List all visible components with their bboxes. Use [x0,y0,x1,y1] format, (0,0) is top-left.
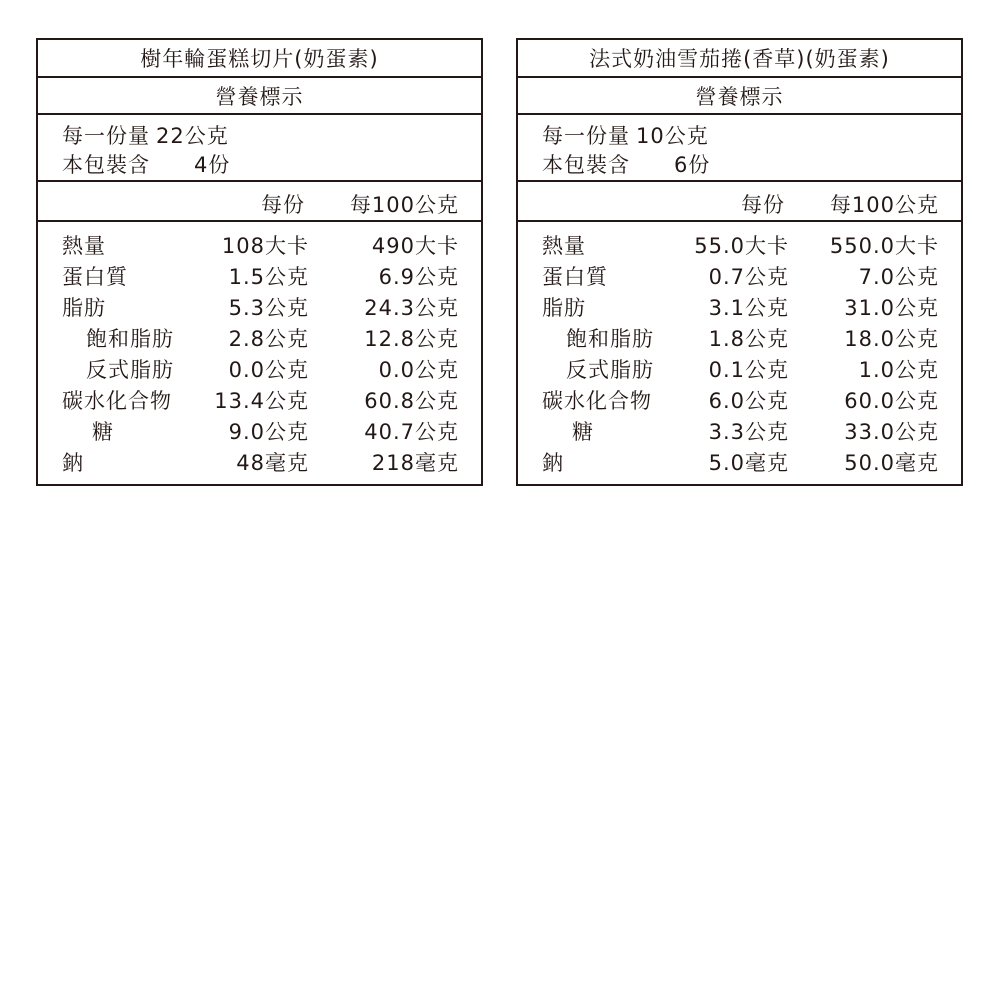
nutrient-row [38,354,481,385]
nutrient-row [518,416,961,447]
nutrient-name: 飽和脂肪 [86,327,174,351]
nutrient-row [38,292,481,323]
nutrient-name: 碳水化合物 [542,389,652,413]
servings-value: 4份 [194,153,231,177]
nutrient-per-100g: 1.0公克 [858,358,939,382]
nutrient-per-serving: 9.0公克 [228,420,309,444]
nutrient-per-serving: 3.3公克 [708,420,789,444]
nutrient-per-100g: 218毫克 [371,451,459,475]
nutrient-list [38,230,481,480]
nutrient-per-serving: 48毫克 [236,451,309,475]
nutrient-row [38,447,481,478]
nutrient-per-100g: 60.8公克 [364,389,459,413]
nutrient-name: 蛋白質 [542,265,608,289]
nutrient-name: 熱量 [62,234,106,258]
servings-value: 6份 [674,153,711,177]
serving-size [62,120,229,150]
nutrient-per-serving: 0.7公克 [708,265,789,289]
nutrient-name: 反式脂肪 [566,358,654,382]
column-header [38,182,481,222]
nutrient-per-serving: 1.8公克 [708,327,789,351]
nutrition-label-left [36,38,483,486]
nutrition-label-right [516,38,963,486]
nutrient-row [518,385,961,416]
nutrient-per-100g: 40.7公克 [364,420,459,444]
nutrition-heading: 營養標示 [38,78,481,115]
nutrient-per-100g: 33.0公克 [844,420,939,444]
nutrient-per-100g: 0.0公克 [378,358,459,382]
nutrient-per-serving: 5.0毫克 [708,451,789,475]
nutrition-heading: 營養標示 [518,78,961,115]
nutrient-name: 糖 [92,420,114,444]
col-per-100g: 每100公克 [349,193,459,217]
nutrient-per-100g: 50.0毫克 [844,451,939,475]
serving-size-value: 22公克 [156,124,229,148]
nutrient-per-serving: 108大卡 [221,234,309,258]
nutrient-name: 蛋白質 [62,265,128,289]
servings-per-package [62,149,230,179]
serving-size [542,120,709,150]
servings-label: 本包裝含 [62,153,150,177]
nutrient-per-serving: 13.4公克 [214,389,309,413]
nutrient-per-serving: 0.0公克 [228,358,309,382]
nutrient-name: 鈉 [62,451,84,475]
serving-size-label: 每一份量 [542,124,630,148]
col-per-serving: 每份 [741,193,785,217]
nutrient-per-100g: 490大卡 [371,234,459,258]
nutrient-name: 鈉 [542,451,564,475]
nutrient-row [518,261,961,292]
servings-per-package [542,149,710,179]
nutrient-per-serving: 1.5公克 [228,265,309,289]
servings-label: 本包裝含 [542,153,630,177]
nutrient-row [38,230,481,261]
column-header [518,182,961,222]
nutrient-per-serving: 2.8公克 [228,327,309,351]
nutrient-row [518,447,961,478]
serving-size-value: 10公克 [636,124,709,148]
nutrient-name: 糖 [572,420,594,444]
nutrient-per-100g: 12.8公克 [364,327,459,351]
nutrient-row [518,292,961,323]
nutrient-per-serving: 0.1公克 [708,358,789,382]
nutrient-row [38,416,481,447]
nutrient-per-100g: 6.9公克 [378,265,459,289]
nutrient-per-100g: 24.3公克 [364,296,459,320]
nutrient-per-serving: 5.3公克 [228,296,309,320]
nutrient-per-serving: 55.0大卡 [694,234,789,258]
serving-info [518,115,961,182]
nutrient-name: 飽和脂肪 [566,327,654,351]
nutrient-per-serving: 3.1公克 [708,296,789,320]
nutrient-name: 反式脂肪 [86,358,174,382]
nutrient-per-100g: 31.0公克 [844,296,939,320]
serving-info [38,115,481,182]
nutrient-per-100g: 18.0公克 [844,327,939,351]
nutrient-name: 熱量 [542,234,586,258]
col-per-serving: 每份 [261,193,305,217]
nutrient-per-100g: 60.0公克 [844,389,939,413]
nutrient-name: 脂肪 [542,296,586,320]
nutrient-row [38,261,481,292]
nutrient-row [518,354,961,385]
product-title: 樹年輪蛋糕切片(奶蛋素) [38,40,481,78]
serving-size-label: 每一份量 [62,124,150,148]
nutrient-list [518,230,961,480]
nutrient-per-100g: 7.0公克 [858,265,939,289]
nutrient-row [38,323,481,354]
nutrient-row [518,230,961,261]
nutrient-row [518,323,961,354]
nutrient-per-serving: 6.0公克 [708,389,789,413]
product-title: 法式奶油雪茄捲(香草)(奶蛋素) [518,40,961,78]
nutrient-name: 碳水化合物 [62,389,172,413]
nutrient-row [38,385,481,416]
nutrient-name: 脂肪 [62,296,106,320]
nutrient-per-100g: 550.0大卡 [829,234,939,258]
col-per-100g: 每100公克 [829,193,939,217]
